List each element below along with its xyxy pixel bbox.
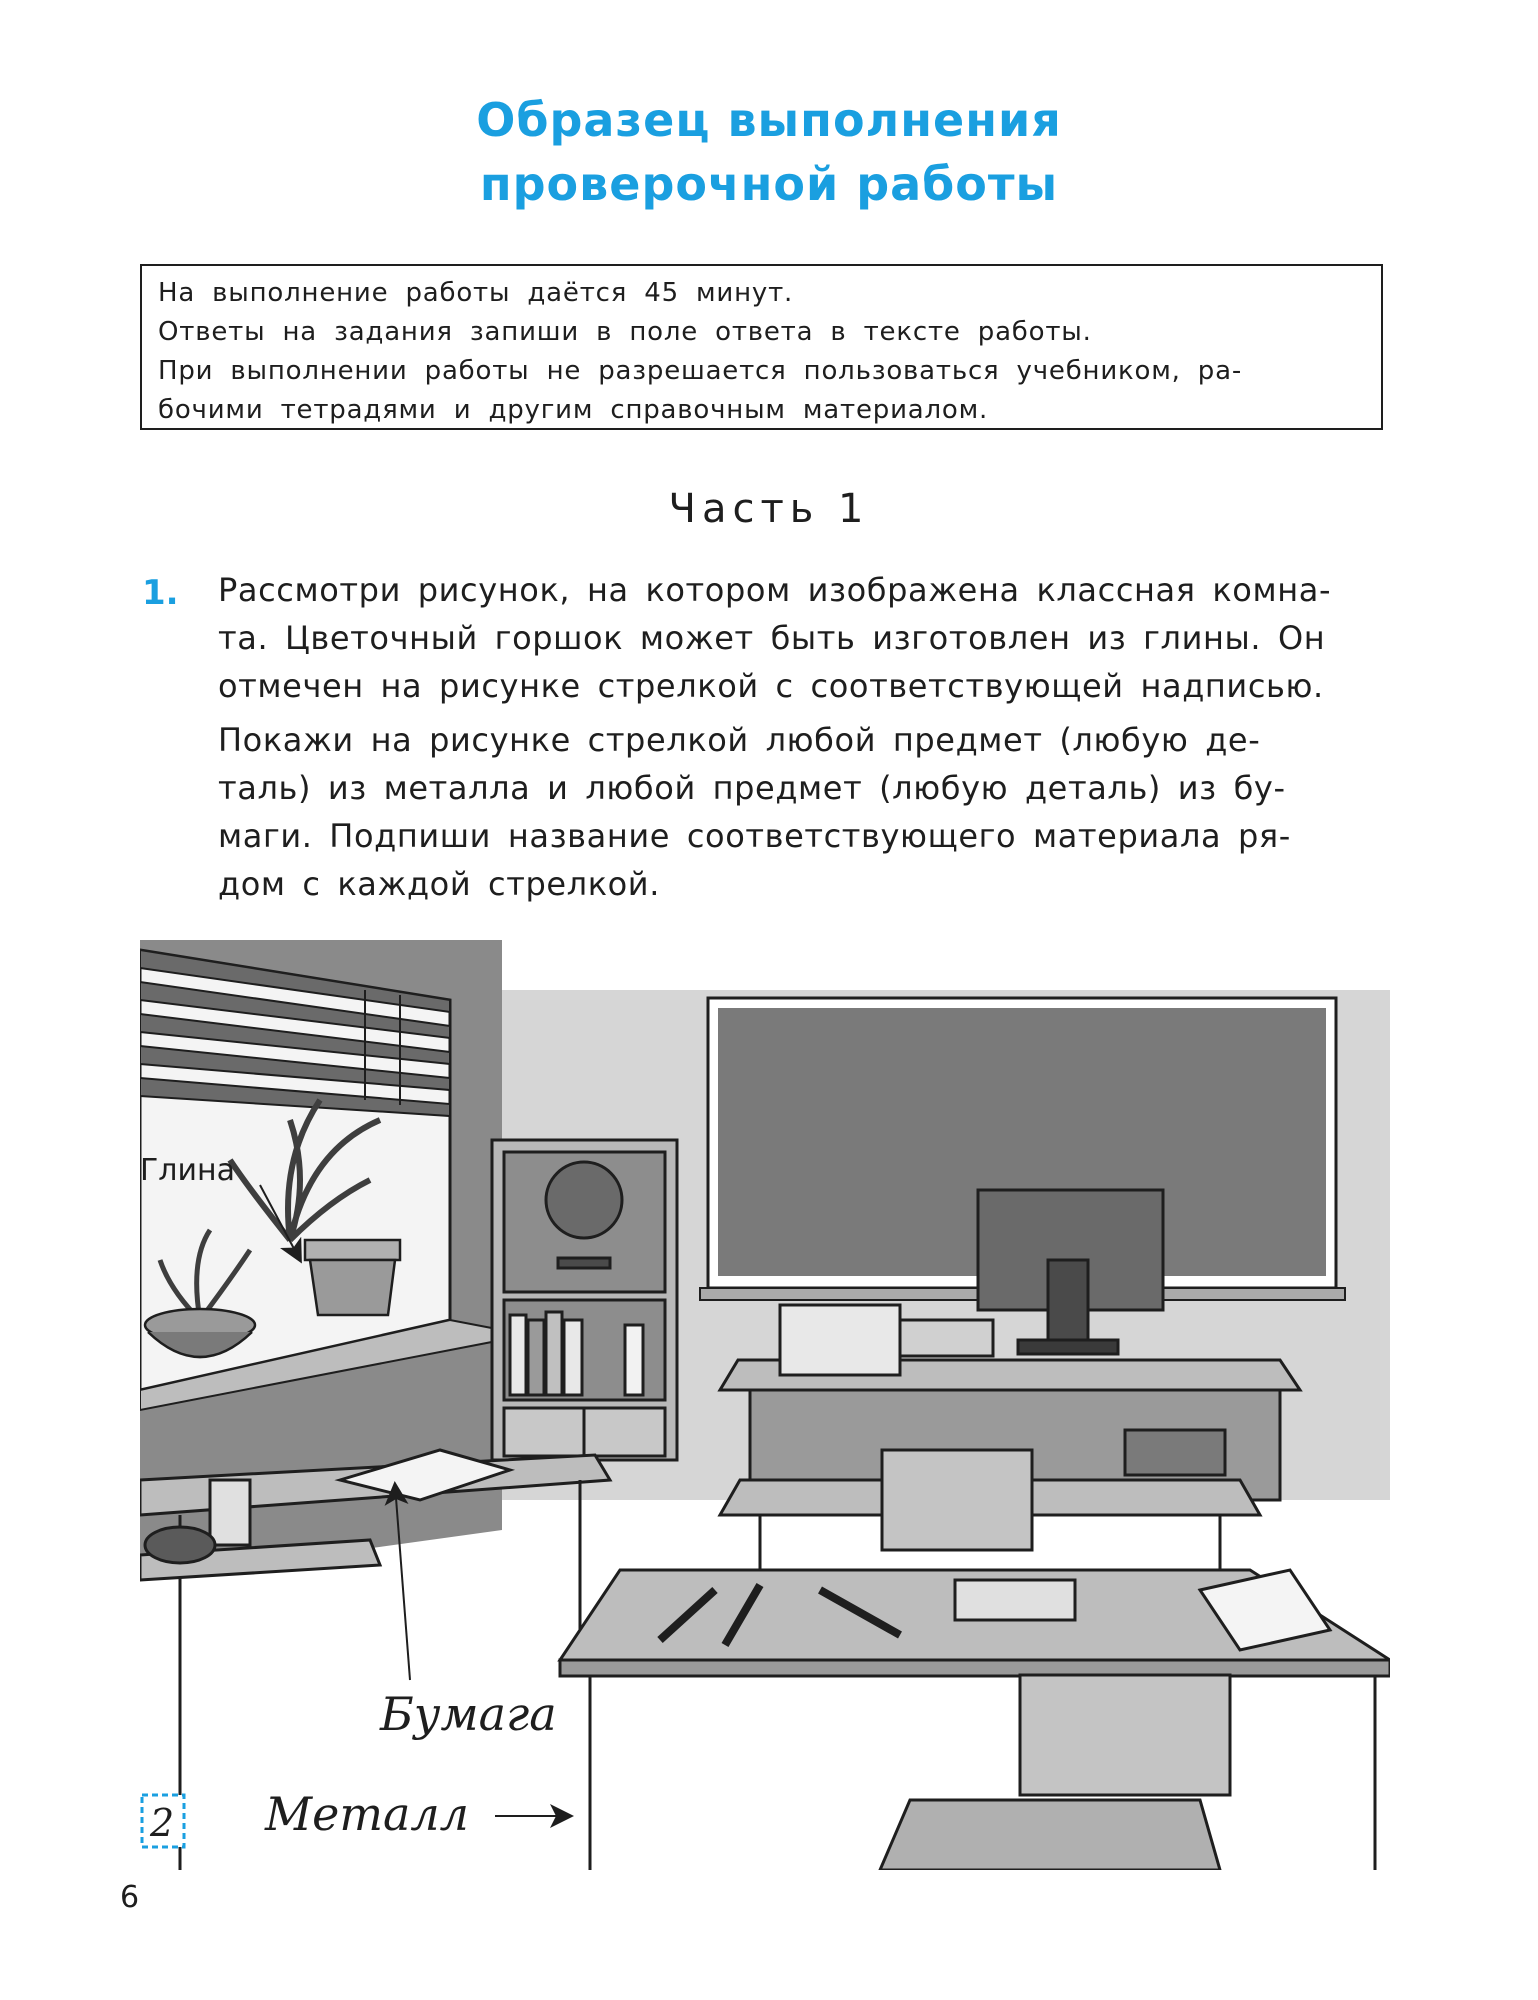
task-line: та. Цветочный горшок может быть изготовлен из глины. Он bbox=[218, 619, 1326, 657]
books bbox=[1125, 1430, 1225, 1475]
pencil-case bbox=[145, 1527, 215, 1563]
keyboard bbox=[888, 1320, 993, 1356]
instructions-box bbox=[140, 264, 1383, 430]
chair-back bbox=[882, 1450, 1032, 1550]
task-line: маги. Подпиши название соответствующего материала ря- bbox=[218, 817, 1291, 855]
label-paper: Бумага bbox=[380, 1687, 557, 1741]
instructions-line-4: бочими тетрадями и другим справочным материалом. bbox=[158, 395, 989, 425]
part-heading: Часть 1 bbox=[668, 486, 870, 532]
title-line-1: Образец выполнения bbox=[476, 93, 1062, 147]
title-line-2: проверочной работы bbox=[479, 157, 1059, 211]
globe bbox=[546, 1162, 622, 1238]
label-metal: Металл bbox=[265, 1787, 469, 1841]
task-text bbox=[218, 566, 1388, 908]
bookshelf bbox=[492, 1140, 677, 1460]
notebook bbox=[955, 1580, 1075, 1620]
task-line: дом с каждой стрелкой. bbox=[218, 865, 660, 903]
task-number: 1. bbox=[142, 573, 179, 613]
page-title bbox=[0, 88, 1538, 216]
instructions-line-1: На выполнение работы даётся 45 минут. bbox=[158, 278, 794, 308]
task-line: отмечен на рисунке стрелкой с соответствующей надписью. bbox=[218, 667, 1324, 705]
score-value: 2 bbox=[150, 1801, 175, 1845]
task-line: Рассмотри рисунок, на котором изображена классная комна- bbox=[218, 571, 1332, 609]
front-chair-back bbox=[1020, 1675, 1230, 1795]
task-line: таль) из металла и любой предмет (любую деталь) из бу- bbox=[218, 769, 1286, 807]
page-number: 6 bbox=[120, 1880, 140, 1915]
pencil-cup bbox=[210, 1480, 250, 1545]
task-line: Покажи на рисунке стрелкой любой предмет (любую де- bbox=[218, 721, 1261, 759]
classroom-illustration bbox=[140, 940, 1390, 1870]
label-clay: Глина bbox=[140, 1153, 235, 1188]
instructions-line-2: Ответы на задания запиши в поле ответа в тексте работы. bbox=[158, 317, 1092, 347]
instructions-line-3: При выполнении работы не разрешается пользоваться учебником, ра- bbox=[158, 356, 1243, 386]
paper-stack bbox=[780, 1305, 900, 1375]
